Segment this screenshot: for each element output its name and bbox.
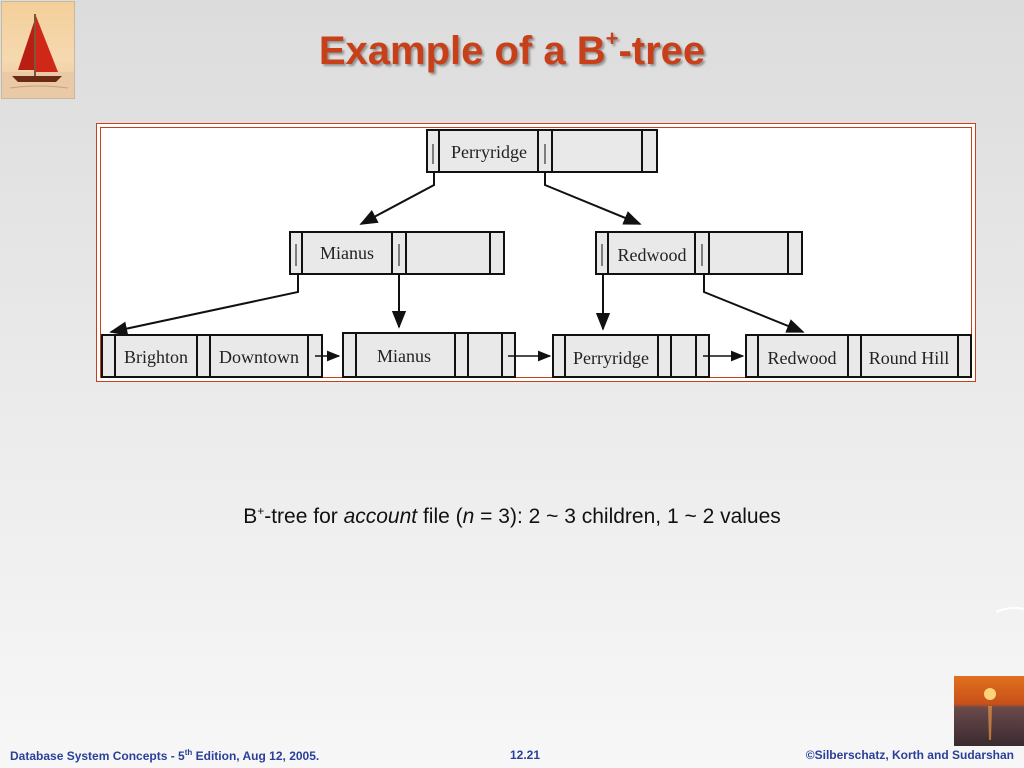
leaf-4-key-2: Round Hill [868, 348, 950, 368]
mianus-left-pointer [111, 274, 298, 332]
leaf-node-1 [102, 335, 322, 377]
sunset-logo-icon [954, 676, 1024, 746]
footer-copyright: ©Silberschatz, Korth and Sudarshan [805, 748, 1014, 762]
root-right-pointer [545, 172, 640, 224]
leaf-2-key-1: Mianus [377, 346, 431, 366]
slide-footer [0, 748, 1024, 766]
decorative-swoosh [994, 606, 1024, 614]
leaf-node-2 [343, 333, 515, 377]
redwood-right-pointer [704, 274, 803, 332]
footer-book-title: Database System Concepts - 5th Edition, Aug 12, 2005. [10, 748, 320, 763]
internal-left-key-1: Mianus [320, 243, 374, 263]
root-node [427, 130, 657, 172]
root-key-1: Perryridge [451, 142, 527, 162]
leaf-3-key-1: Perryridge [573, 348, 649, 368]
bplus-tree-diagram [96, 123, 976, 382]
internal-right-key-1: Redwood [617, 245, 687, 265]
leaf-1-key-1: Brighton [123, 347, 189, 367]
internal-node-right [596, 232, 802, 274]
diagram-caption: B+-tree for account file (n = 3): 2 ~ 3 children, 1 ~ 2 values [243, 504, 781, 528]
leaf-4-key-1: Redwood [767, 348, 837, 368]
root-left-pointer [361, 172, 434, 224]
footer-page-number: 12.21 [510, 748, 541, 762]
internal-node-left [290, 232, 504, 274]
leaf-1-key-2: Downtown [219, 347, 299, 367]
slide-title: Example of a B+-tree [318, 26, 706, 73]
leaf-node-3 [553, 335, 709, 377]
leaf-node-4 [746, 335, 971, 377]
